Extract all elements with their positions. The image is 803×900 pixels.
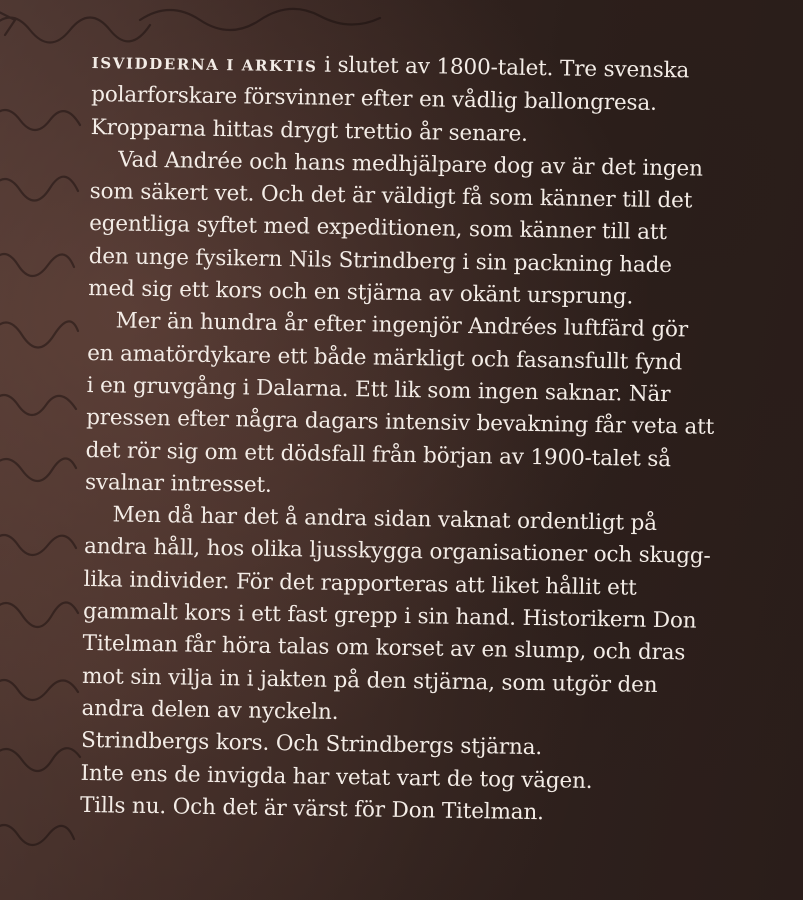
paragraph-4-line-7: andra delen av nyckeln. bbox=[81, 695, 339, 725]
paragraph-1-line-1-rest: i slutet av 1800-talet. Tre svenska bbox=[317, 52, 690, 84]
paragraph-2-line-3: egentliga syftet med expeditionen, som känner till att bbox=[89, 211, 668, 246]
lead-in-caps: ISVIDDERNA I ARKTIS bbox=[91, 53, 318, 76]
paragraph-2 bbox=[88, 144, 780, 316]
paragraph-4-line-5: Titelman får höra talas om korset av en slump, och dras bbox=[82, 631, 686, 666]
paragraph-5-line-3: Tills nu. Och det är värst för Don Titelman. bbox=[79, 792, 545, 826]
paragraph-4-line-3: lika individer. För det rapporteras att liket hållit ett bbox=[83, 566, 637, 601]
paragraph-4-line-1: Men då har det å andra sidan vaknat ordentligt på bbox=[112, 502, 658, 537]
paragraph-4-line-2: andra håll, hos olika ljusskygga organisationer och skugg- bbox=[83, 534, 711, 570]
paragraph-3-line-5: det rör sig om ett dödsfall från början av 1900-talet så bbox=[85, 437, 672, 472]
paragraph-4-line-4: gammalt kors i ett fast grepp i sin hand. Historikern Don bbox=[82, 598, 697, 634]
paragraph-3-line-2: en amatördykare ett både märkligt och fasansfullt fynd bbox=[86, 340, 683, 375]
paragraph-3-line-1: Mer än hundra år efter ingenjör Andrées luftfärd gör bbox=[115, 308, 689, 343]
paragraph-2-line-4: den unge fysikern Nils Strindberg i sin packning hade bbox=[88, 243, 672, 278]
paragraph-1-line-3: Kropparna hittas drygt trettio år senare. bbox=[90, 114, 529, 147]
paragraph-5-line-1: Strindbergs kors. Och Strindbergs stjärna. bbox=[80, 728, 543, 761]
paragraph-4 bbox=[81, 499, 774, 736]
paragraph-1 bbox=[90, 46, 781, 155]
paragraph-3 bbox=[85, 305, 778, 510]
paragraph-2-line-2: som säkert vet. Och det är väldigt få som känner till det bbox=[89, 179, 693, 214]
paragraph-1-line-2: polarforskare försvinner efter en vådlig ballongresa. bbox=[91, 82, 657, 117]
paragraph-3-line-3: i en gruvgång i Dalarna. Ett lik som ingen saknar. När bbox=[86, 372, 671, 408]
paragraph-5 bbox=[80, 725, 771, 833]
paragraph-2-line-5: med sig ett kors och en stjärna av okänt ursprung. bbox=[87, 276, 634, 310]
paragraph-5-line-2: Inte ens de invigda har vetat vart de tog vägen. bbox=[80, 760, 593, 794]
paragraph-2-line-1: Vad Andrée och hans medhjälpare dog av är det ingen bbox=[118, 147, 703, 182]
paragraph-3-line-6: svalnar intresset. bbox=[84, 469, 272, 498]
paragraph-4-line-6: mot sin vilja in i jakten på den stjärna, som utgör den bbox=[81, 663, 658, 698]
paragraph-3-line-4: pressen efter några dagars intensiv bevakning får veta att bbox=[85, 405, 715, 441]
blurb-text bbox=[80, 46, 782, 833]
